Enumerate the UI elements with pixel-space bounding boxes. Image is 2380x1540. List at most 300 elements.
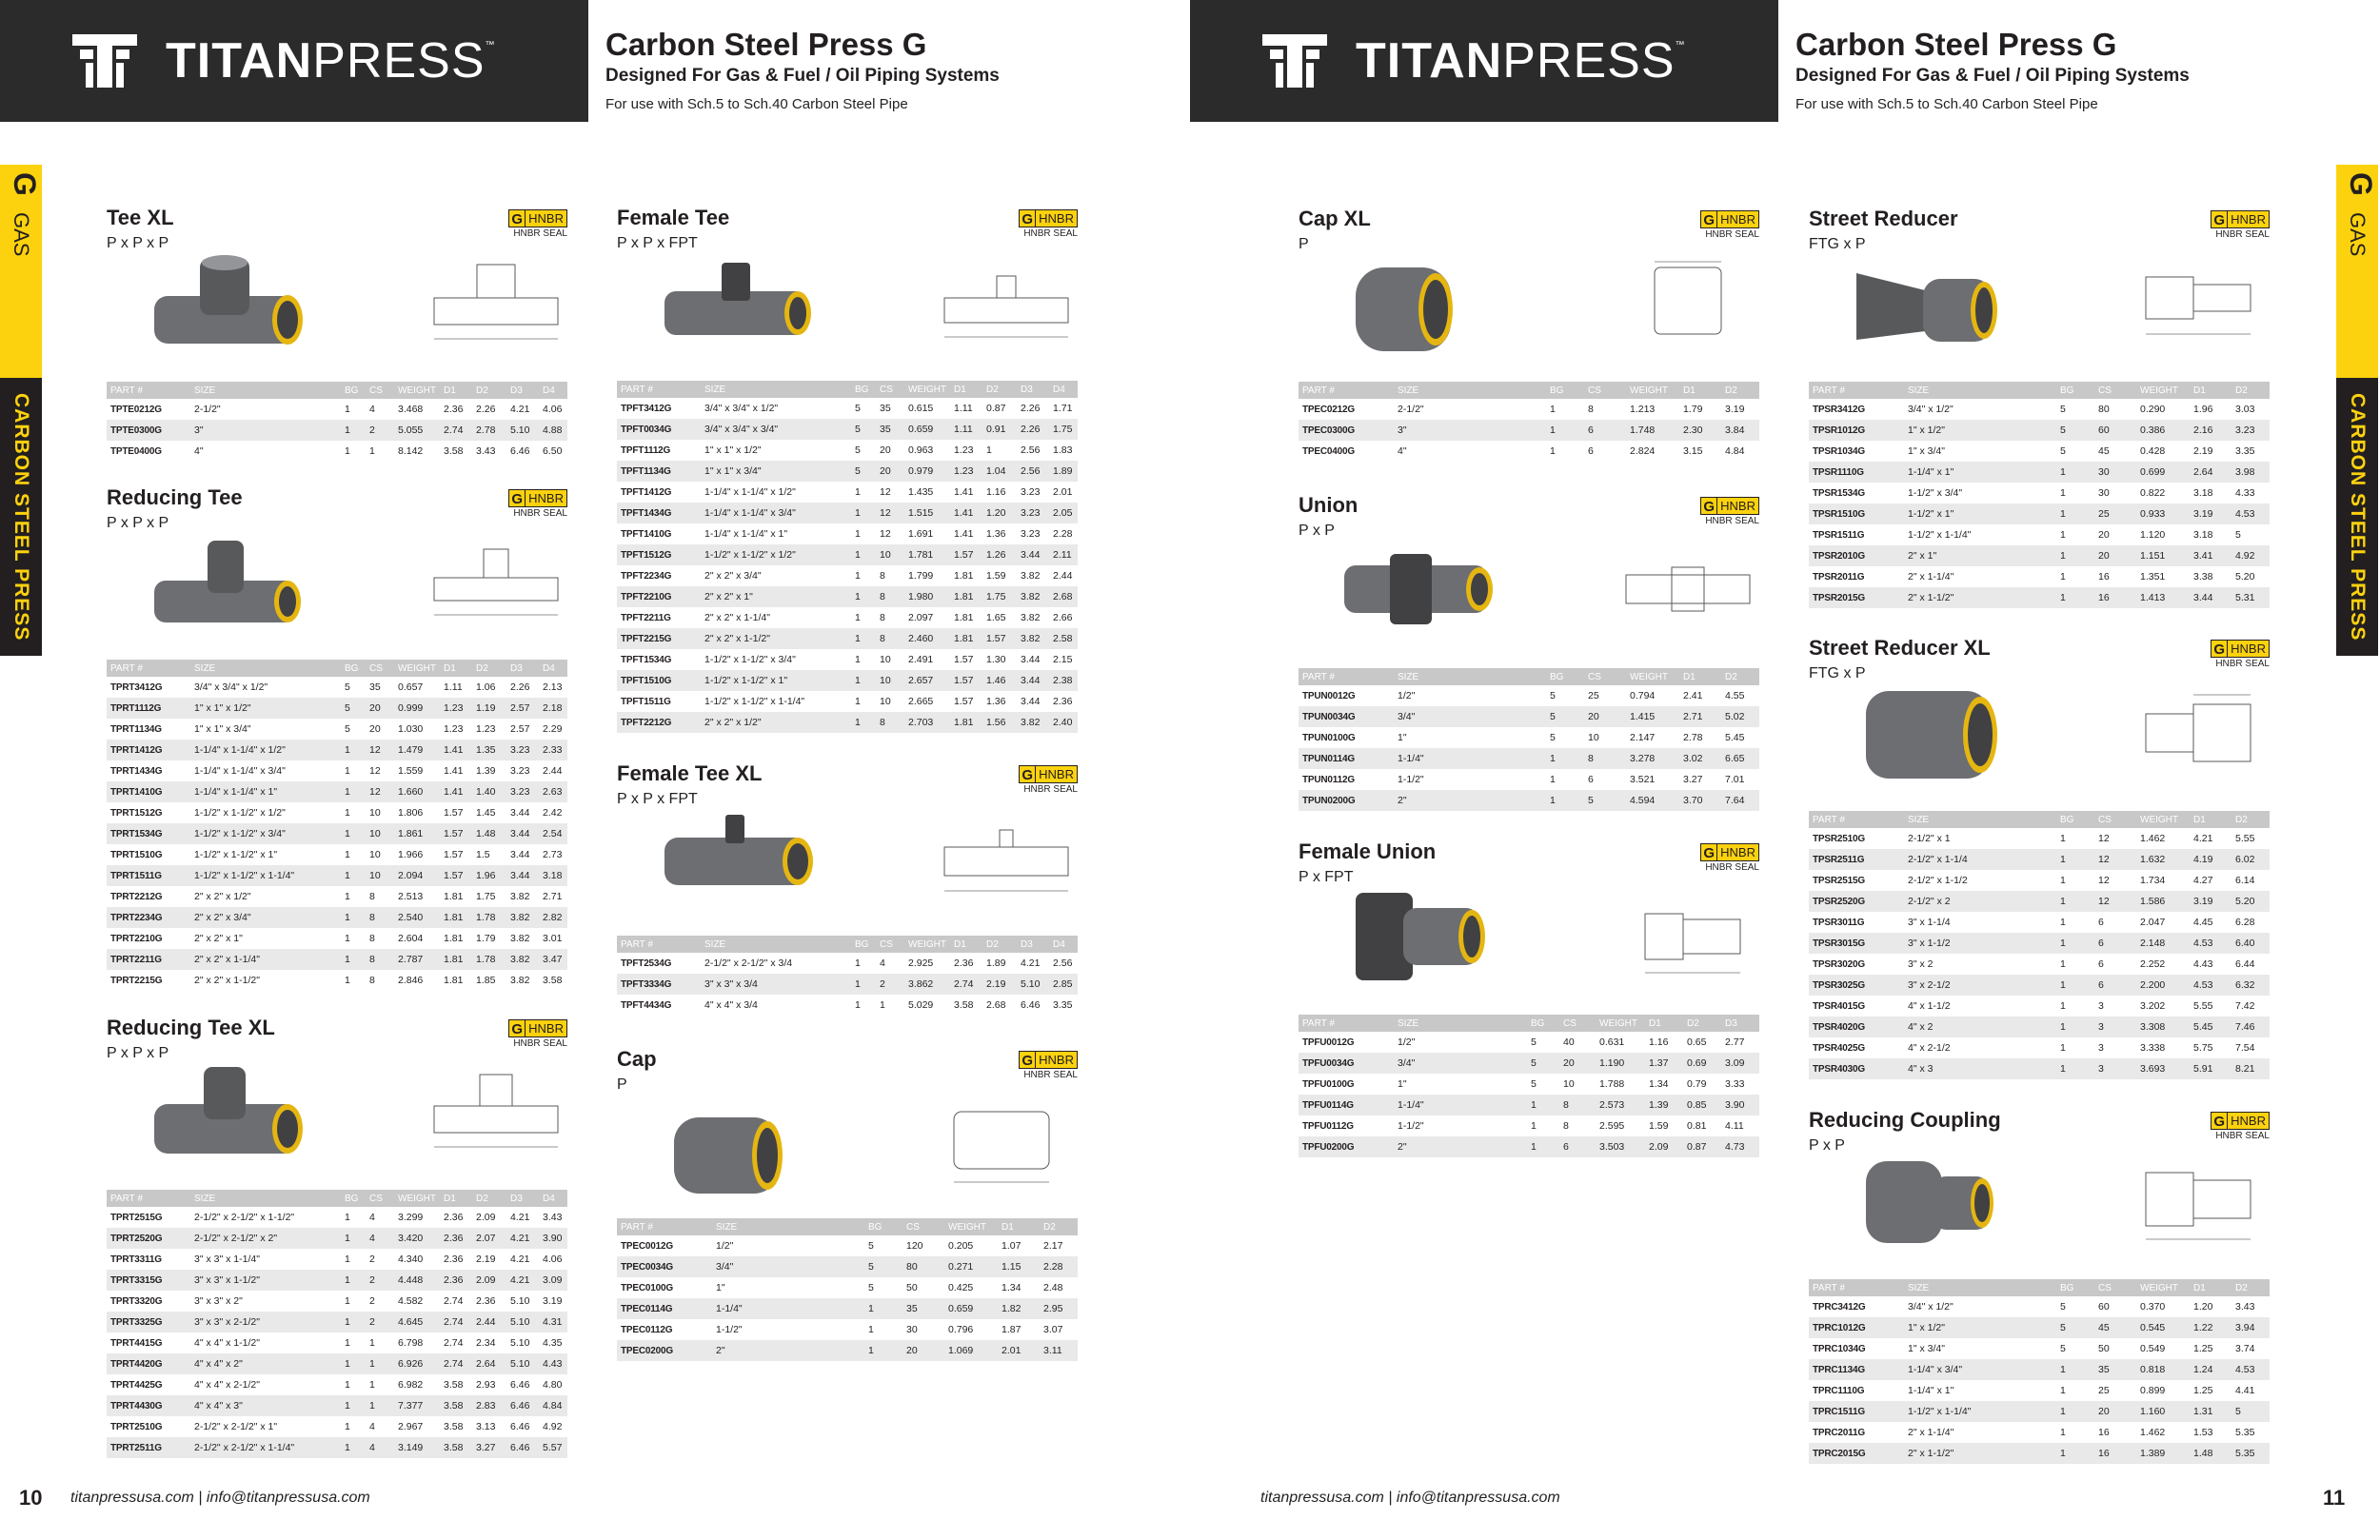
table-cell: 3 [2098,1021,2104,1033]
table-cell: 0.271 [948,1261,974,1273]
column-header: CS [369,662,383,674]
table-cell: 2.36 [444,1274,464,1286]
table-cell: 20 [369,702,381,714]
table-cell: 6 [2098,938,2104,949]
table-cell: 2.28 [1053,528,1073,540]
part-number-cell: TPSR1034G [1813,445,1865,457]
table-cell: 3.82 [510,933,530,944]
table-cell: 2" x 2" x 1/2" [194,891,251,902]
table-cell: 20 [1563,1057,1575,1069]
table-cell: 4" x 2 [1908,1021,1934,1033]
table-cell: 2.63 [543,786,563,798]
table-cell: 1.89 [986,958,1006,969]
table-cell: 1-1/2" x 1-1/2" x 1-1/4" [194,870,295,881]
table-header-row [1299,382,1759,399]
part-number-cell: TPFT1511G [621,696,671,707]
part-number-cell: TPSR1511G [1813,529,1865,541]
table-cell: 1 [868,1303,874,1314]
table-cell: 2.95 [1043,1303,1063,1314]
table-cell: 0.386 [2140,424,2166,436]
column-header: D1 [1683,385,1696,396]
female-tee-dimension-drawing [935,255,1078,350]
table-cell: 30 [906,1324,918,1335]
table-cell: 5.55 [2193,1000,2213,1012]
table-cell: 1 [369,1358,375,1370]
table-cell: 3.468 [398,404,424,415]
table-cell: 3.43 [476,445,496,457]
table-cell: 1.632 [2140,854,2166,865]
table-cell: 3" x 2-1/2 [1908,979,1951,991]
titan-logo-icon [69,30,141,91]
table-row [1299,441,1759,462]
table-cell: 12 [2098,875,2110,886]
section-union: Union P x P G HNBR HNBR SEAL PART # SIZE BG CS WEIGHT D1 D2 TPUN0012G 1/2" 5 25 0.794 2.41 4.55 TPUN0034G 3/4" 5 20 1.415 2.71 5.02 TPUN0100G 1" 5 10 2.147 2.78 5.45 TPUN0114G 1-1/4" 1 8 3.278 3.02 6.65 TPUN0112G 1-1/2" 1 6 3.521 3.27 7.01 TPUN0200G 2" 1 5 4.594 3.70 7.64 [1299,493,1759,817]
table-cell: 3 [2098,1000,2104,1012]
column-header: WEIGHT [1599,1017,1637,1029]
header-brand-bar [0,0,588,122]
table-cell: 3" x 3" x 1-1/2" [194,1274,260,1286]
table-row [1809,566,2270,587]
table-cell: 2-1/2" x 1 [1908,833,1951,844]
section-tee-xl: Tee XL P x P x P G HNBR HNBR SEAL PART # SIZE BG CS WEIGHT D1 D2 D3 D4 TPTE0212G 2-1/2" 1 4 3.468 2.36 2.26 4.21 4.06 TPTE0300G 3" 1 2 5.055 2.74 2.78 5.10 4.88 TPTE0400G 4" 1 1 8.142 3.58 3.43 6.46 6.50 [107,206,567,463]
table-cell: 5.20 [2235,896,2255,907]
column-header: BG [1531,1017,1545,1029]
column-header: D1 [2193,385,2206,396]
table-cell: 3/4" x 1/2" [1908,1301,1954,1313]
table-row [1809,1443,2270,1464]
table-cell: 0.657 [398,681,424,693]
table-row [1299,769,1759,790]
table-cell: 6 [1563,1141,1569,1153]
table-cell: 3.278 [1630,753,1656,764]
table-cell: 5 [1550,690,1556,701]
part-number-cell: TPSR3020G [1813,958,1865,970]
table-cell: 3.98 [2235,466,2255,478]
table-cell: 2.252 [2140,958,2166,970]
table-cell: 1 [1531,1120,1537,1132]
table-cell: 2.41 [1683,690,1703,701]
table-cell: 60 [2098,1301,2110,1313]
part-number-cell: TPRT4425G [110,1379,163,1391]
table-cell: 3.47 [543,954,563,965]
table-cell: 1.39 [476,765,496,777]
table-cell: 1 [2060,529,2066,541]
part-number-cell: TPRC1511G [1813,1406,1865,1417]
cap-xl-dimension-drawing [1616,256,1759,351]
table-cell: 8 [880,612,885,623]
table-cell: 2" [1398,1141,1407,1153]
table-cell: 1.65 [986,612,1006,623]
part-number-cell: TPEC0200G [621,1345,673,1356]
table-cell: 3.84 [1725,424,1745,436]
column-header: BG [868,1221,883,1233]
column-header: SIZE [704,938,726,950]
table-cell: 1 [345,744,350,756]
part-number-cell: TPEC0114G [621,1303,673,1314]
table-cell: 3.82 [510,891,530,902]
table-cell: 5 [345,723,350,735]
table-cell: 3.03 [2235,404,2255,415]
table-cell: 12 [880,486,891,498]
table-cell: 4.33 [2235,487,2255,499]
table-cell: 1 [2060,979,2066,991]
table-cell: 5 [1531,1078,1537,1090]
part-number-cell: TPRC1012G [1813,1322,1866,1333]
column-header: PART # [621,1221,653,1233]
table-cell: 1 [855,612,861,623]
table-cell: 1.59 [1649,1120,1669,1132]
column-header: BG [855,938,869,950]
table-cell: 4.43 [2193,958,2213,970]
table-row [107,949,567,970]
table-cell: 1-1/4" [1398,753,1424,764]
table-cell: 2.460 [908,633,934,644]
table-cell: 1 [855,654,861,665]
female-union-dimension-drawing [1616,889,1759,984]
table-row [107,886,567,907]
table-cell: 2.93 [476,1379,496,1391]
table-cell: 1.515 [908,507,934,519]
part-number-cell: TPFU0100G [1302,1078,1355,1090]
table-cell: 1.413 [2140,592,2166,603]
table-cell: 3.38 [2193,571,2213,582]
table-cell: 10 [369,807,381,819]
hnbr-badge: G HNBR HNBR SEAL [1691,210,1759,245]
table-cell: 1-1/2" x 1-1/4" [1908,1406,1972,1417]
table-row [107,740,567,760]
part-number-cell: TPRT1434G [110,765,163,777]
table-header-row [617,1218,1078,1235]
table-cell: 5 [2060,424,2066,436]
table-cell: 1-1/4" x 1-1/4" x 3/4" [194,765,286,777]
table-cell: 1/2" [1398,690,1416,701]
table-cell: 4.21 [510,1254,530,1265]
table-cell: 1 [345,870,350,881]
column-header: WEIGHT [398,662,436,674]
table-cell: 5 [2235,1406,2241,1417]
table-cell: 3.41 [2193,550,2213,562]
table-cell: 2.71 [543,891,563,902]
table-cell: 0.963 [908,444,934,456]
part-number-cell: TPRT4420G [110,1358,163,1370]
table-cell: 3.74 [2235,1343,2255,1354]
table-cell: 1 [345,954,350,965]
table-row [617,1319,1078,1340]
table-cell: 1-1/2" x 1-1/4" [1908,529,1972,541]
table-header-row [107,1190,567,1207]
table-cell: 5 [868,1261,874,1273]
table-cell: 1.11 [444,681,463,693]
table-cell: 5.45 [1725,732,1745,743]
table-cell: 1 [345,1421,350,1432]
table-row [1809,399,2270,420]
table-cell: 1.79 [476,933,496,944]
table-cell: 2.01 [1002,1345,1021,1356]
table-cell: 1.48 [2193,1448,2213,1459]
table-cell: 3.11 [1043,1345,1062,1356]
part-number-cell: TPFT1412G [621,486,672,498]
column-header: SIZE [704,384,726,395]
table-row [1809,587,2270,608]
table-cell: 4.84 [1725,445,1745,457]
table-cell: 0.818 [2140,1364,2166,1375]
column-header: D2 [1043,1221,1056,1233]
table-cell: 8 [880,570,885,582]
table-cell: 2.82 [543,912,563,923]
column-header: D1 [444,1193,456,1204]
table-cell: 1.41 [954,528,974,540]
section-cap: Cap P G HNBR HNBR SEAL PART # SIZE BG CS WEIGHT D1 D2 TPEC0012G 1/2" 5 120 0.205 1.07 2.17 TPEC0034G 3/4" 5 80 0.271 1.15 2.28 TPEC0100G 1" 5 50 0.425 1.34 2.48 TPEC0114G 1-1/4" 1 35 0.659 1.82 2.95 TPEC0112G 1-1/2" 1 30 0.796 1.87 3.07 TPEC0200G 2" 1 20 1.069 2.01 3.11 [617,1047,1078,1371]
table-cell: 1.435 [908,486,934,498]
column-header: D2 [986,938,999,950]
table-cell: 1.788 [1599,1078,1625,1090]
table-cell: 0.659 [908,424,934,435]
page-header [605,27,1000,114]
table-cell: 4" x 1-1/2 [1908,1000,1951,1012]
footer-contact[interactable]: titanpressusa.com | info@titanpressusa.com [70,1490,370,1506]
table-cell: 5 [868,1240,874,1252]
table-cell: 2.66 [1053,612,1073,623]
table-cell: 4.645 [398,1316,424,1328]
table-cell: 45 [2098,1322,2110,1333]
table-cell: 1 [345,1316,350,1328]
table-cell: 1 [855,507,861,519]
table-cell: 2.74 [444,424,464,436]
table-cell: 2.64 [2193,466,2213,478]
table-cell: 4.448 [398,1274,424,1286]
section-street-reducer: Street Reducer FTG x P G HNBR HNBR SEAL PART # SIZE BG CS WEIGHT D1 D2 TPSR3412G 3/4" x 1/2" 5 80 0.290 1.96 3.03 TPSR1012G 1" x 1/2" 5 60 0.386 2.16 3.23 TPSR1034G 1" x 3/4" 5 45 0.428 2.19 3.35 TPSR1110G 1-1/4" x 1" 1 30 0.699 2.64 3.98 TPSR1534G 1-1/2" x 3/4" 1 30 0.822 3.18 4.33 TPSR1510G 1-1/2" x 1" 1 25 0.933 3.19 4.53 TPSR1511G 1-1/2" x 1-1/4" 1 20 1.120 3.18 5 TPSR2010G 2" x 1" 1 20 1.151 3.41 4.92 TPSR2011G 2" x 1-1/4" 1 16 1.351 3.38 5.20 TPSR2015G 2" x 1-1/2" 1 16 1.413 3.44 5.31 [1809,207,2270,625]
table-cell: 20 [369,723,381,735]
table-cell: 2.74 [444,1337,464,1349]
table-row [617,1235,1078,1256]
table-cell: 3.82 [510,954,530,965]
table-cell: 3.58 [444,1400,464,1412]
table-cell: 6 [2098,917,2104,928]
table-cell: 2.58 [1053,633,1073,644]
part-number-cell: TPFT1134G [621,465,671,477]
table-cell: 2.56 [1053,958,1073,969]
table-cell: 4.582 [398,1295,424,1307]
column-header: BG [2060,814,2074,825]
cap-dimension-drawing [935,1102,1078,1197]
table-cell: 0.999 [398,702,424,714]
table-cell: 16 [2098,1427,2110,1438]
table-row [1809,1058,2270,1079]
table-cell: 1-1/2" x 1-1/2" x 1/2" [194,807,286,819]
table-cell: 4.21 [2193,833,2213,844]
column-header: CS [2098,1282,2112,1293]
table-cell: 3.09 [1725,1057,1745,1069]
column-header: D2 [1687,1017,1699,1029]
part-number-cell: TPEC0112G [621,1324,673,1335]
column-header: CS [369,385,383,396]
column-header: D4 [543,1193,555,1204]
table-cell: 2" x 1-1/2" [1908,1448,1954,1459]
table-row [107,1291,567,1312]
table-cell: 7.377 [398,1400,424,1412]
footer-contact[interactable]: titanpressusa.com | info@titanpressusa.com [1260,1490,1560,1506]
table-cell: 2.57 [510,702,530,714]
table-row [617,1298,1078,1319]
table-cell: 2.09 [476,1274,496,1286]
table-cell: 1 [1531,1099,1537,1111]
table-cell: 1 [2060,833,2066,844]
table-cell: 2.09 [476,1212,496,1223]
table-row [1809,1017,2270,1037]
part-number-cell: TPSR2010G [1813,550,1865,562]
table-cell: 1-1/2" x 1-1/2" x 3/4" [194,828,286,839]
table-cell: 1-1/4" x 1" [1908,1385,1954,1396]
table-cell: 2 [369,1316,375,1328]
table-cell: 1.16 [1649,1037,1669,1048]
table-cell: 1 [855,675,861,686]
table-cell: 80 [906,1261,918,1273]
column-header: BG [345,662,359,674]
table-cell: 1.41 [444,765,464,777]
column-header: SIZE [1908,385,1930,396]
table-cell: 5 [1531,1057,1537,1069]
column-header: CS [369,1193,383,1204]
street-reducer-dimension-drawing [2127,258,2270,353]
table-cell: 1" [716,1282,725,1293]
table-cell: 0.615 [908,403,934,414]
union-dimension-drawing [1616,543,1759,638]
table-cell: 1.81 [444,975,464,986]
hnbr-badge: G HNBR HNBR SEAL [499,1019,567,1054]
table-cell: 3.23 [510,786,530,798]
table-cell: 1 [855,958,861,969]
table-cell: 1.213 [1630,404,1656,415]
part-number-cell: TPRT1511G [110,870,162,881]
part-number-cell: TPFT4434G [621,999,672,1011]
table-cell: 1.34 [1649,1078,1669,1090]
part-number-cell: TPFT1534G [621,654,672,665]
table-cell: 1.15 [1002,1261,1021,1273]
table-cell: 1.37 [1649,1057,1669,1069]
table-cell: 20 [906,1345,918,1356]
table-row [617,953,1078,974]
hnbr-badge: G HNBR HNBR SEAL [1009,209,1078,244]
column-header: D3 [1021,938,1033,950]
table-cell: 1.46 [986,675,1006,686]
table-cell: 0.549 [2140,1343,2166,1354]
table-cell: 2.57 [510,723,530,735]
table-cell: 1.57 [444,807,464,819]
table-cell: 2" x 2" x 3/4" [194,912,251,923]
table-cell: 35 [369,681,381,693]
table-cell: 1.57 [954,654,974,665]
table-cell: 1.36 [986,528,1006,540]
hnbr-badge: G HNBR HNBR SEAL [2201,210,2270,245]
right-page [1190,0,2380,1540]
table-cell: 3.82 [1021,612,1041,623]
table-cell: 4.88 [543,424,563,436]
column-header: WEIGHT [398,385,436,396]
column-header: D2 [2235,1282,2248,1293]
table-cell: 2" x 2" x 1-1/4" [704,612,770,623]
table-cell: 2.967 [398,1421,424,1432]
table-cell: 2.200 [2140,979,2166,991]
part-number-cell: TPRT2212G [110,891,163,902]
table-cell: 3.338 [2140,1042,2166,1054]
table-cell: 1.22 [2193,1322,2213,1333]
part-number-cell: TPRT3315G [110,1274,163,1286]
table-cell: 2.36 [444,404,464,415]
table-cell: 1.71 [1053,403,1073,414]
column-header: D1 [2193,1282,2206,1293]
table-cell: 0.81 [1687,1120,1707,1132]
column-header: PART # [110,385,143,396]
table-cell: 1.11 [954,403,973,414]
table-cell: 1.96 [2193,404,2213,415]
part-number-cell: TPRT1510G [110,849,163,860]
part-number-cell: TPFU0200G [1302,1141,1355,1153]
table-cell: 12 [2098,854,2110,865]
table-cell: 4" x 4" x 3" [194,1400,243,1412]
table-cell: 10 [880,675,891,686]
table-row [617,974,1078,995]
table-cell: 6.46 [510,445,530,457]
table-cell: 1 [345,1274,350,1286]
table-cell: 4.06 [543,404,563,415]
table-cell: 2.19 [986,978,1006,990]
table-cell: 1.35 [476,744,496,756]
part-number-cell: TPSR2520G [1813,896,1865,907]
table-cell: 7.64 [1725,795,1745,806]
table-cell: 4.06 [543,1254,563,1265]
spec-table-cap-xl [1299,382,1759,462]
table-row [1299,748,1759,769]
table-cell: 4.41 [2235,1385,2255,1396]
table-cell: 10 [1588,732,1599,743]
part-number-cell: TPFT2234G [621,570,672,582]
table-header-row [617,936,1078,953]
table-cell: 3.44 [2193,592,2213,603]
table-cell: 2-1/2" x 2-1/2" x 3/4 [704,958,793,969]
column-header: PART # [1302,671,1335,682]
hnbr-badge: G HNBR HNBR SEAL [499,209,567,244]
table-cell: 2" [716,1345,725,1356]
part-number-cell: TPSR4015G [1813,1000,1865,1012]
header-brand-bar [1190,0,1778,122]
column-header: D1 [954,938,966,950]
table-cell: 12 [2098,833,2110,844]
spec-table-tee-xl [107,382,567,462]
table-cell: 1 [2060,1427,2066,1438]
table-cell: 1 [345,1400,350,1412]
table-row [1809,545,2270,566]
table-cell: 1 [2060,875,2066,886]
column-header: CS [880,384,893,395]
table-cell: 2.703 [908,717,934,728]
table-row [1809,462,2270,483]
table-cell: 1 [2060,854,2066,865]
table-cell: 1-1/4" x 1" [1908,466,1954,478]
table-cell: 1" x 1" x 1/2" [194,702,251,714]
table-cell: 1 [345,1358,350,1370]
table-cell: 1.83 [1053,444,1073,456]
table-cell: 5 [868,1282,874,1293]
table-row [617,670,1078,691]
table-row [1809,1296,2270,1317]
column-header: SIZE [716,1221,738,1233]
table-cell: 3.23 [1021,528,1041,540]
street-reducer-xl-dimension-drawing [2127,687,2270,782]
table-cell: 3.18 [2193,529,2213,541]
column-header: D3 [510,385,523,396]
part-number-cell: TPUN0034G [1302,711,1356,722]
table-row [1299,706,1759,727]
